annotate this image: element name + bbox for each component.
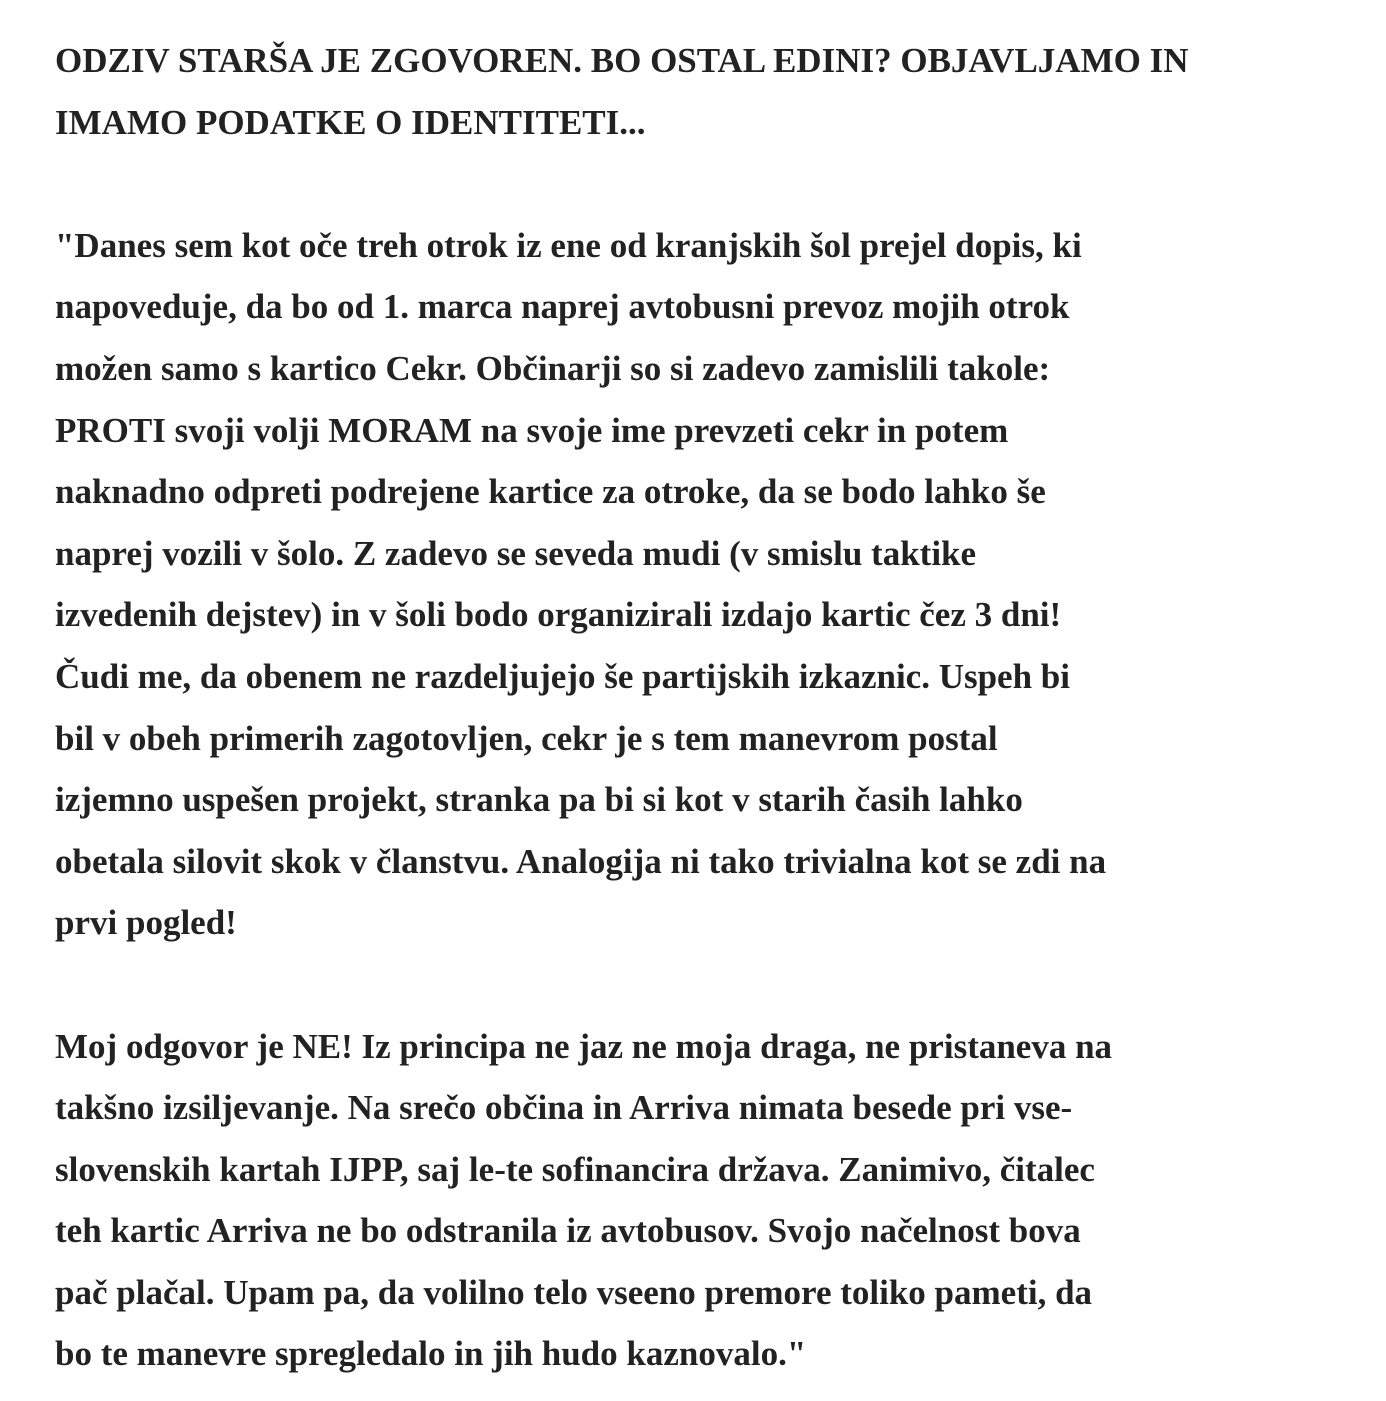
text-line: izjemno uspešen projekt, stranka pa bi si kot v starih časih lahko bbox=[55, 780, 1023, 820]
text-line: prvi pogled! bbox=[55, 903, 237, 943]
text-line: Moj odgovor je NE! Iz principa ne jaz ne moja draga, ne pristaneva na bbox=[55, 1026, 1113, 1066]
heading-line: ODZIV STARŠA JE ZGOVOREN. BO OSTAL EDINI? OBJAVLJAMO IN bbox=[55, 41, 1189, 80]
paragraph-quote-2 bbox=[55, 1016, 1345, 1386]
text-line: naknadno odpreti podrejene kartice za otroke, da se bodo lahko še bbox=[55, 472, 1046, 512]
text-line: takšno izsiljevanje. Na srečo občina in Arriva nimata besede pri vse- bbox=[55, 1088, 1073, 1128]
paragraph-quote-1 bbox=[55, 215, 1345, 954]
text-line: bil v obeh primerih zagotovljen, cekr je s tem manevrom postal bbox=[55, 718, 998, 758]
text-line: slovenskih kartah IJPP, saj le-te sofinancira država. Zanimivo, čitalec bbox=[55, 1149, 1095, 1189]
text-line: Čudi me, da obenem ne razdeljujejo še partijskih izkaznic. Uspeh bi bbox=[55, 656, 1070, 696]
text-line: teh kartic Arriva ne bo odstranila iz avtobusov. Svojo načelnost bova bbox=[55, 1211, 1081, 1251]
text-line: pač plačal. Upam pa, da volilno telo vseeno premore toliko pameti, da bbox=[55, 1272, 1093, 1312]
text-line: možen samo s kartico Cekr. Občinarji so si zadevo zamislili takole: bbox=[55, 348, 1051, 388]
text-line: obetala silovit skok v članstvu. Analogija ni tako trivialna kot se zdi na bbox=[55, 841, 1107, 881]
article bbox=[55, 30, 1345, 1385]
text-line: "Danes sem kot oče treh otrok iz ene od kranjskih šol prejel dopis, ki bbox=[55, 225, 1082, 265]
heading-line: IMAMO PODATKE O IDENTITETI... bbox=[55, 102, 646, 142]
text-line: napoveduje, da bo od 1. marca naprej avtobusni prevoz mojih otrok bbox=[55, 287, 1070, 327]
text-line: bo te manevre spregledalo in jih hudo kaznovalo." bbox=[55, 1334, 807, 1374]
text-line: izvedenih dejstev) in v šoli bodo organizirali izdajo kartic čez 3 dni! bbox=[55, 595, 1062, 635]
text-line: naprej vozili v šolo. Z zadevo se seveda mudi (v smislu taktike bbox=[55, 533, 977, 573]
text-line: PROTI svoji volji MORAM na svoje ime prevzeti cekr in potem bbox=[55, 410, 1009, 450]
article-heading bbox=[55, 30, 1345, 153]
